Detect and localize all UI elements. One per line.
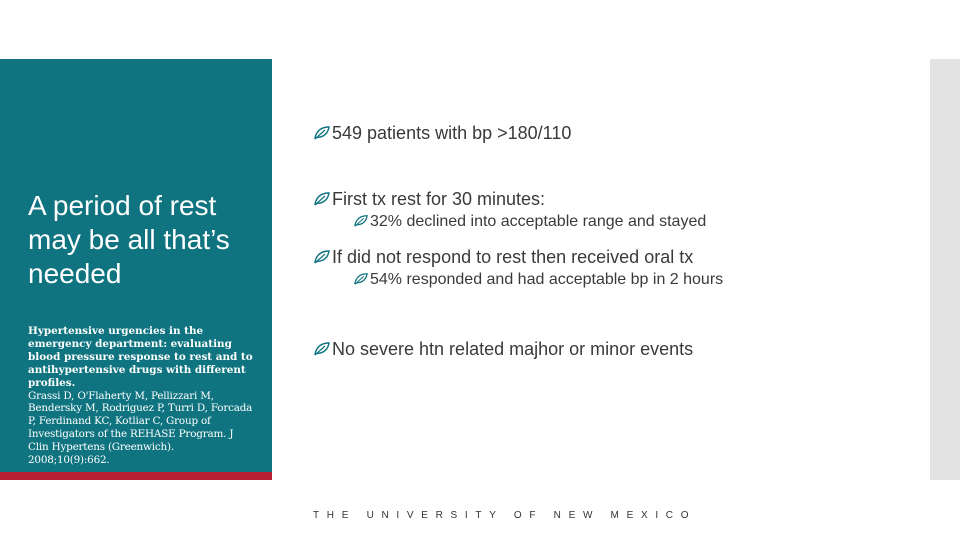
citation-article-title: Hypertensive urgencies in the emergency department: evaluating blood pressure response to rest and to antihypertensive drugs with different profiles.: [28, 325, 253, 389]
title-panel: [0, 59, 272, 472]
slide-title: A period of rest may be all that’s needed: [28, 190, 230, 289]
side-decoration-strip: [930, 59, 960, 480]
bullet-item: [313, 122, 571, 144]
sub-bullet-item: [353, 212, 706, 232]
leaf-bullet-icon: [313, 249, 331, 265]
leaf-bullet-icon: [313, 191, 331, 207]
bullet-text: 32% declined into acceptable range and stayed: [370, 213, 707, 230]
bullet-text: No severe htn related majhor or minor events: [332, 339, 694, 359]
bullet-item: [313, 338, 693, 360]
citation-authors: Grassi D, O'Flaherty M, Pellizzari M, Bendersky M, Rodriguez P, Turri D, Forcada P, Ferdinand KC, Kotliar C, Group of Investigators of the REHASE Program. J Clin Hypertens (Greenwich). 2008;10(9):662.: [28, 389, 253, 467]
leaf-bullet-icon: [313, 125, 331, 141]
bullet-text: 54% responded and had acceptable bp in 2 hours: [370, 271, 724, 288]
bullet-item: [313, 246, 693, 268]
footer-institution: THE UNIVERSITY OF NEW MEXICO: [313, 510, 697, 521]
bullet-text: 549 patients with bp >180/110: [332, 123, 572, 143]
bullet-text: If did not respond to rest then received oral tx: [332, 247, 694, 267]
leaf-bullet-icon: [353, 214, 369, 228]
citation: [28, 325, 253, 467]
leaf-bullet-icon: [353, 272, 369, 286]
sub-bullet-item: [353, 270, 723, 290]
bullet-item: [313, 188, 545, 210]
bullet-list: [313, 0, 913, 500]
leaf-bullet-icon: [313, 341, 331, 357]
bullet-text: First tx rest for 30 minutes:: [332, 189, 546, 209]
panel-accent-bar: [0, 472, 272, 480]
